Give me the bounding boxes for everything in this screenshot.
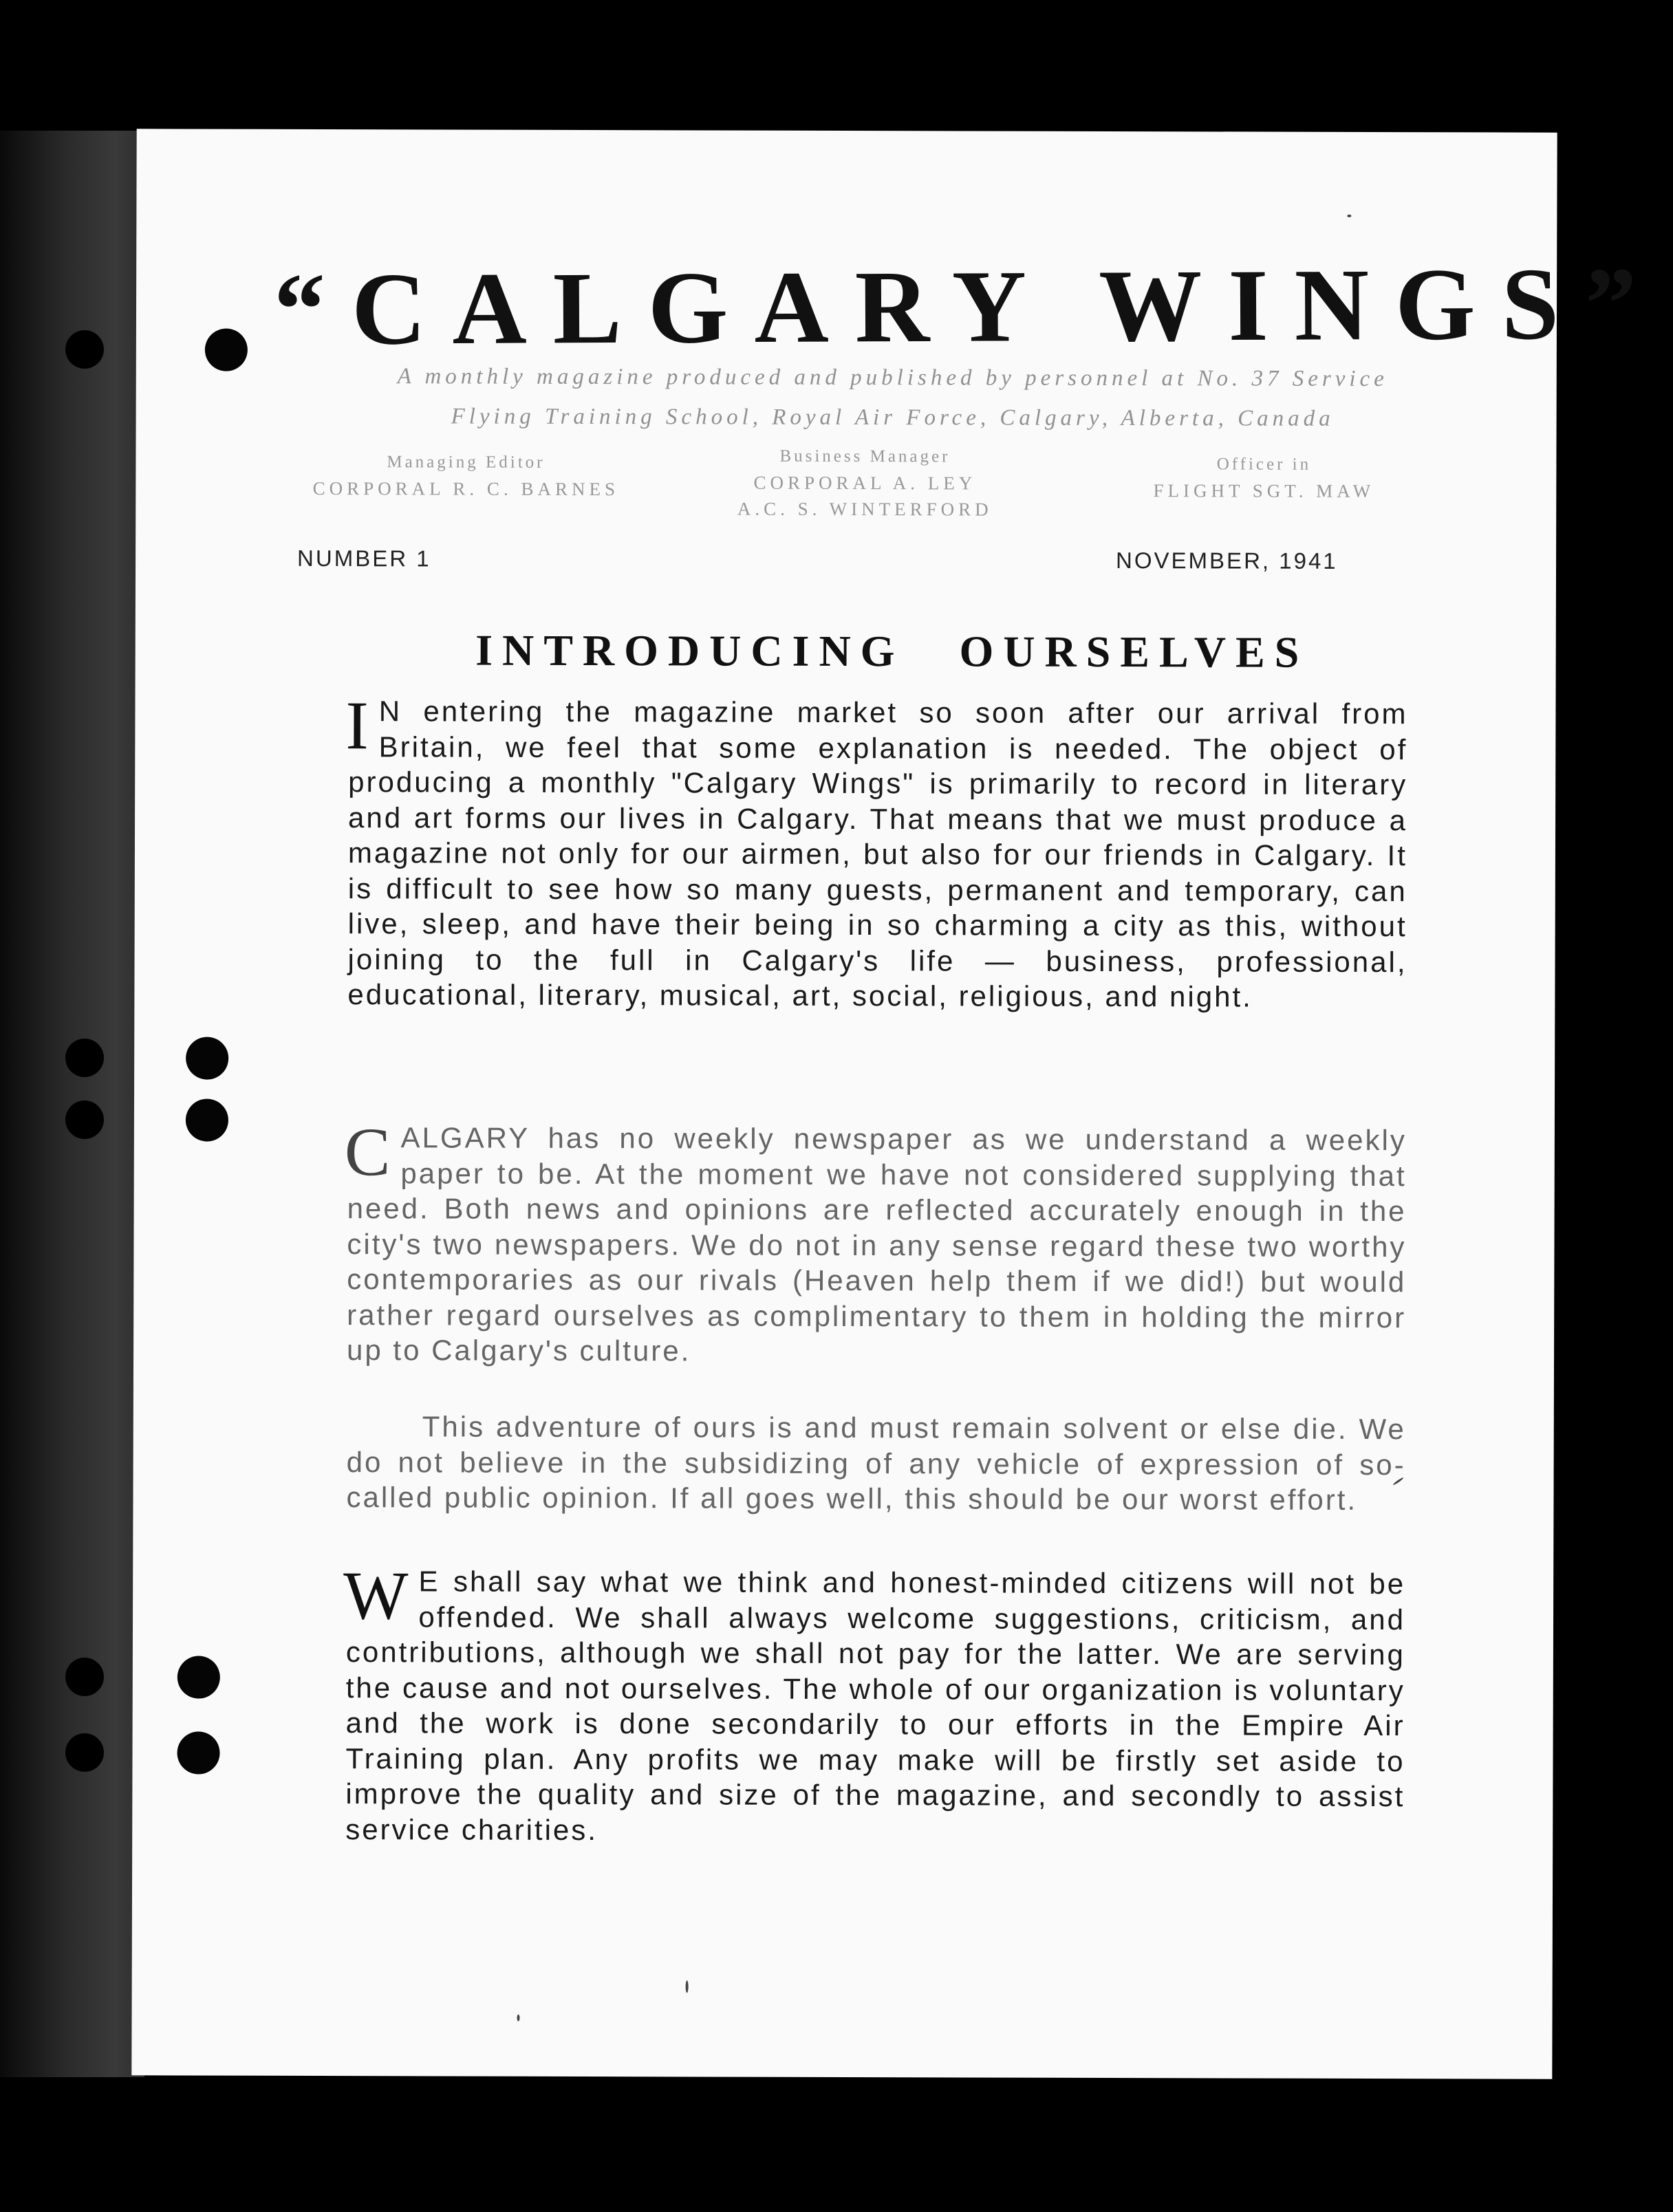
- masthead-title: “CALGARY WINGS”: [273, 246, 1663, 367]
- paragraph-1: [345, 687, 1408, 1015]
- subtitle-line-2: Flying Training School, Royal Air Force, Calgary, Alberta, Canada: [451, 404, 1335, 431]
- staff-role: Business Manager: [779, 446, 951, 466]
- staff-managing-editor: [273, 449, 658, 502]
- staff-names: CORPORAL R. C. BARNES: [312, 477, 620, 500]
- masthead-subtitle: [274, 356, 1512, 440]
- staff-names: CORPORAL A. LEY A.C. S. WINTERFORD: [737, 472, 993, 520]
- staff-names: FLIGHT SGT. MAW: [1153, 480, 1375, 502]
- paragraph-text: This adventure of ours is and must remain solvent or else die. We do not believe in the subsidizing of any vehicle of expression of so-called public opinion. If all goes well, this should be our worst effort.: [346, 1410, 1406, 1516]
- paragraph-3: [346, 1409, 1405, 1518]
- paragraph-text: N entering the magazine market so soon after our arrival from Britain, we feel that some explanation is needed. The object of producing a monthly "Calgary Wings" is primarily to record in literary and art forms our lives in Calgary. That means that we must produce a magazine not only for our airmen, but also for our friends in Calgary. It is difficult to see how so many guests, permanent and temporary, can live, sleep, and have their being in so charming a city as this, without joining to the full in Calgary's life — business, professional, educational, literary, musical, art, social, religious, and night.: [347, 695, 1408, 1013]
- dropcap: C: [344, 1114, 393, 1191]
- paragraph-4: [343, 1557, 1406, 1850]
- dropcap: W: [343, 1557, 411, 1634]
- paragraph-text: ALGARY has no weekly newspaper as we understand a weekly paper to be. At the moment we have not considered supplying that need. Both news and opinions are reflected accurately enough in the city's two newspapers. We do not in any sense regard these two worthy contemporaries as our rivals (Heaven help them if we did!) but would rather regard ourselves as complimentary to them in holding the mirror up to Calgary's culture.: [346, 1121, 1407, 1367]
- dropcap: I: [345, 687, 371, 764]
- staff-role: Officer in: [1216, 455, 1312, 474]
- binder-hole: [186, 1098, 228, 1141]
- staff-role: Managing Editor: [387, 453, 546, 472]
- punch-hole: [65, 1658, 104, 1696]
- staff-officer: [1071, 451, 1456, 504]
- punch-hole: [65, 1733, 104, 1772]
- binder-hole: [177, 1656, 220, 1698]
- subtitle-line-1: A monthly magazine produced and published by personnel at No. 37 Service: [397, 364, 1388, 392]
- issue-number: NUMBER 1: [297, 545, 431, 572]
- binder-hole: [205, 329, 248, 371]
- binder-hole: [177, 1731, 219, 1774]
- dust-speck: [1347, 215, 1351, 217]
- issue-date: NOVEMBER, 1941: [1116, 547, 1338, 574]
- film-spine: [0, 131, 144, 2077]
- dust-speck: [686, 1980, 689, 1993]
- paragraph-text: E shall say what we think and honest-minded citizens will not be offended. We shall always welcome suggestions, criticism, and contributions, although we shall not pay for the latter. We are serving the cause and not ourselves. The whole of our organization is voluntary and the work is done secondarily to our efforts in the Empire Air Training plan. Any profits we may make will be firstly set aside to improve the quality and size of the magazine, and secondly to assist service charities.: [345, 1565, 1406, 1846]
- dust-speck: [517, 2015, 520, 2021]
- punch-hole: [65, 1100, 104, 1139]
- staff-business-manager: [672, 443, 1057, 522]
- article-headline: INTRODUCING OURSELVES: [475, 625, 1309, 677]
- magazine-page: [131, 129, 1663, 2079]
- binder-hole: [186, 1037, 228, 1079]
- paragraph-2: [344, 1114, 1407, 1371]
- punch-hole: [65, 1039, 104, 1077]
- punch-hole: [65, 330, 104, 369]
